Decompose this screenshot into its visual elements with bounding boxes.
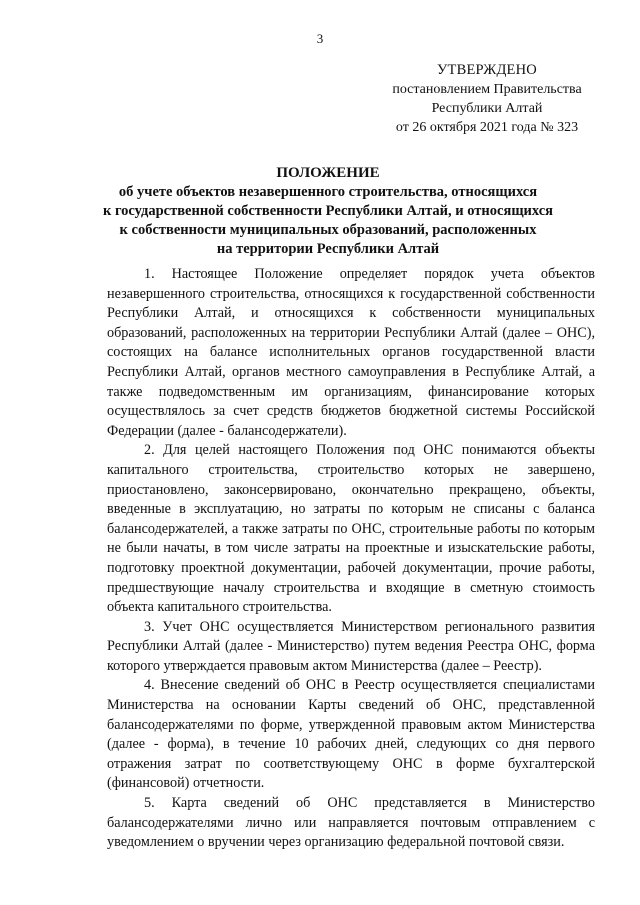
title-line-1: об учете объектов незавершенного строительства, относящихся [118, 184, 538, 200]
page-number: 3 [316, 31, 324, 46]
title-main: ПОЛОЖЕНИЕ [276, 165, 380, 181]
paragraph-4: 4. Внесение сведений об ОНС в Реестр осуществляется специалистами Министерства на основании Карты сведений об ОНС, представленной балансодержателями по форме, утвержденной правовым актом Министерства (далее - форма), в течение 10 рабочих дней, следующих со дня первого отражения затрат по соответствующему ОНС в форме бухгалтерской (финансовой) отчетности. [107, 677, 595, 792]
title-line-4: на территории Республики Алтай [216, 241, 440, 257]
title-line-2: к государственной собственности Республики Алтай, и относящихся [102, 203, 554, 219]
approval-line-2: Республики Алтай [431, 101, 543, 116]
approval-stamp [372, 61, 602, 137]
approval-line-1: постановлением Правительства [392, 82, 582, 97]
paragraph-1: 1. Настоящее Положение определяет порядок учета объектов незавершенного строительства, относящихся к государственной собственности Республики Алтай, и относящихся к собственности муниципальных образований, расположенных на территории Республики Алтай (далее – ОНС), состоящих на балансе исполнительных органов государственной власти Республики Алтай, органов местного самоуправления в Республике Алтай, а также подведомственным им организациям, финансирование которых осуществлялось за счет средств бюджетов бюджетной системы Российской Федерации (далее - балансодержатели). [107, 266, 595, 439]
approval-line-3: от 26 октября 2021 года № 323 [395, 120, 579, 135]
document-body [107, 265, 595, 853]
approval-heading: УТВЕРЖДЕНО [437, 62, 537, 78]
document-title [96, 164, 560, 259]
title-line-3: к собственности муниципальных образований, расположенных [119, 222, 537, 238]
paragraph-2: 2. Для целей настоящего Положения под ОНС понимаются объекты капитального строительства, строительство которых не завершено, приостановлено, законсервировано, окончательно прекращено, объекты, введенные в эксплуатацию, но затраты по которым не списаны с баланса балансодержателей, а также затраты по ОНС, строительные работы по которым не были начаты, в том числе затраты на проектные и изыскательские работы, подготовку проектной документации, рабочей документации, прочие работы, предшествующие началу строительства и входящие в сметную стоимость объекта капитального строительства. [107, 442, 595, 616]
paragraph-5: 5. Карта сведений об ОНС представляется в Министерство балансодержателями лично или направляется почтовым отправлением с уведомлением о вручении через организацию федеральной почтовой связи. [107, 795, 595, 851]
paragraph-3: 3. Учет ОНС осуществляется Министерством регионального развития Республики Алтай (далее - Министерство) путем ведения Реестра ОНС, форма которого утверждается правовым актом Министерства (далее – Реестр). [107, 618, 595, 674]
